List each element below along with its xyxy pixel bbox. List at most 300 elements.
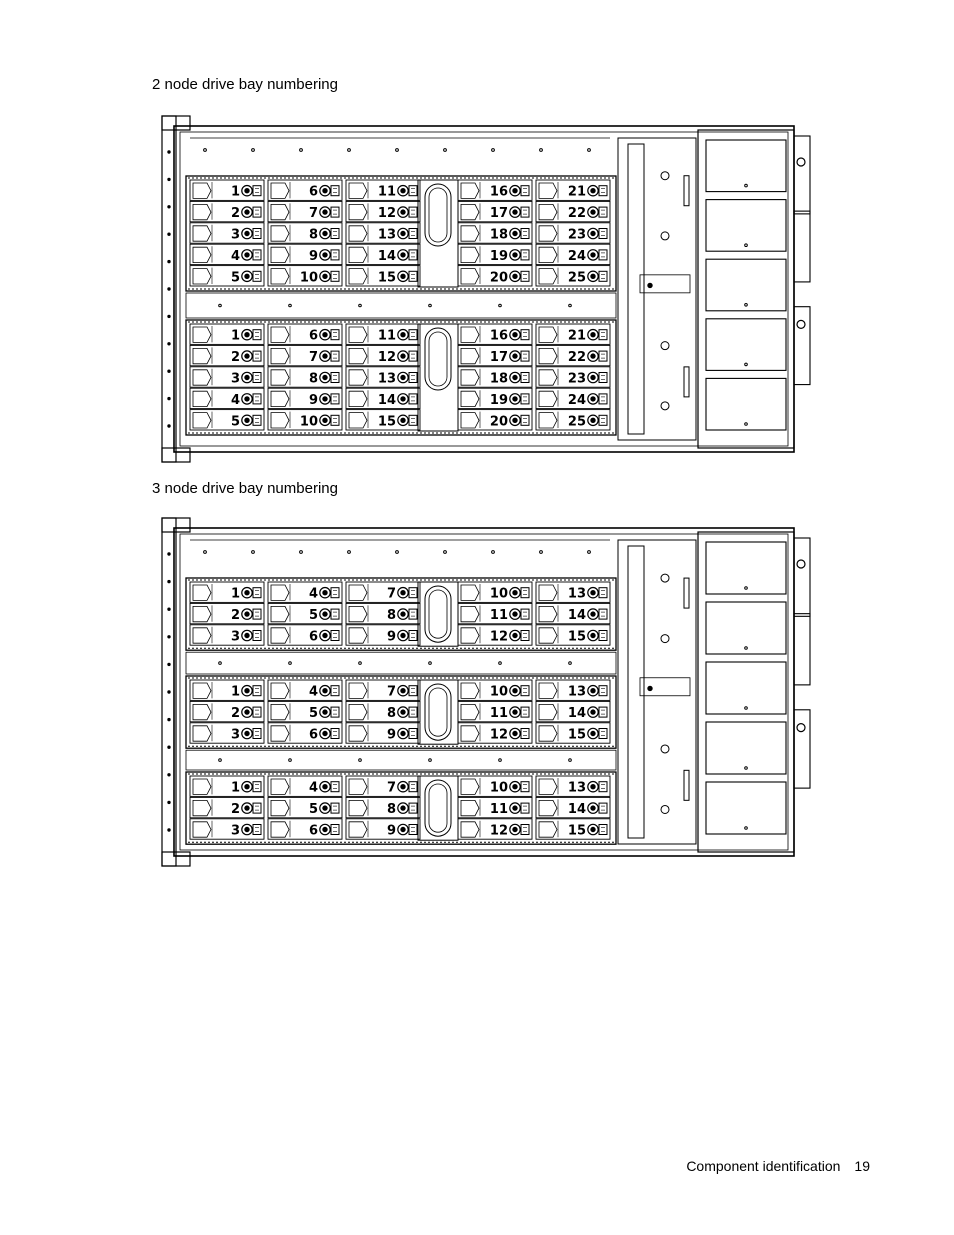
drive-release-button-center	[245, 785, 249, 789]
psu-screw	[745, 587, 748, 590]
drive-release-button-center	[513, 418, 517, 422]
divider-hole	[359, 662, 362, 665]
drive-release-button-center	[323, 375, 327, 379]
drive-bay-number: 8	[386, 802, 396, 818]
drive-release-button-center	[323, 785, 327, 789]
drive-status-led	[253, 588, 261, 598]
drive-bay-number: 10	[489, 684, 508, 700]
drive-latch	[349, 370, 367, 385]
drive-bay-number: 6	[308, 823, 318, 839]
drive-release-button-center	[513, 806, 517, 810]
drive-bay-number: 4	[308, 780, 318, 796]
divider-hole	[429, 662, 432, 665]
drive-status-led	[253, 729, 261, 739]
ear-screw	[168, 233, 170, 235]
drive-bay-number: 11	[489, 706, 508, 722]
drive-release-button-center	[401, 806, 405, 810]
connector-slot	[684, 176, 689, 206]
drive-release-button-center	[245, 274, 249, 278]
drive-release-button-center	[401, 253, 405, 257]
drive-latch	[539, 327, 557, 342]
drive-latch	[349, 704, 367, 719]
page-number: 19	[854, 1158, 870, 1174]
drive-bay-number: 16	[489, 184, 508, 200]
drive-status-led	[253, 207, 261, 217]
drive-latch	[193, 628, 211, 643]
drive-latch	[349, 391, 367, 406]
drive-bay-number: 23	[567, 227, 586, 243]
drive-status-led	[599, 394, 607, 404]
drive-release-button-center	[401, 785, 405, 789]
drive-latch	[461, 204, 479, 219]
psu-screw	[745, 647, 748, 650]
rail-hole	[300, 551, 303, 554]
drive-bay-number: 8	[308, 227, 318, 243]
right-knob	[797, 158, 805, 166]
right-latch	[794, 710, 810, 788]
drive-latch	[349, 683, 367, 698]
divider-hole	[359, 304, 362, 307]
rail-hole	[492, 149, 495, 152]
drive-latch	[461, 822, 479, 837]
drive-bay-number: 3	[230, 371, 240, 387]
drive-bay-number: 7	[308, 350, 318, 366]
drive-release-button-center	[513, 333, 517, 337]
drive-release-button-center	[323, 689, 327, 693]
drive-status-led	[409, 803, 417, 813]
guide-pin	[661, 635, 669, 643]
drive-latch	[461, 413, 479, 428]
drive-release-button-center	[591, 785, 595, 789]
drive-bay-number: 5	[308, 608, 318, 624]
drive-bay-number: 16	[489, 328, 508, 344]
drive-bay-number: 5	[230, 414, 240, 430]
drive-release-button-center	[323, 806, 327, 810]
drive-release-button-center	[513, 210, 517, 214]
drive-bay-number: 6	[308, 328, 318, 344]
guide-pin	[661, 172, 669, 180]
divider-hole	[219, 759, 222, 762]
ear-screw	[168, 553, 170, 555]
drive-status-led	[331, 782, 339, 792]
drive-bay-number: 11	[377, 328, 396, 344]
two-node-drive-bay-diagram	[160, 112, 820, 466]
drive-status-led	[331, 186, 339, 196]
drive-latch	[193, 183, 211, 198]
midplane-bar	[628, 144, 644, 434]
drive-bay-number: 18	[489, 371, 508, 387]
drive-bay-number: 3	[230, 227, 240, 243]
drive-bay-number: 10	[299, 414, 318, 430]
drive-release-button-center	[245, 231, 249, 235]
drive-bay-number: 7	[386, 586, 396, 602]
drive-release-button-center	[513, 612, 517, 616]
three-node-drive-bay-diagram	[160, 514, 820, 870]
drive-release-button-center	[591, 731, 595, 735]
drive-bay-number: 11	[377, 184, 396, 200]
cable-guide-inner	[429, 784, 447, 832]
drive-latch	[349, 585, 367, 600]
drive-release-button-center	[323, 827, 327, 831]
drive-latch	[271, 327, 289, 342]
node-divider-plate	[186, 293, 616, 318]
drive-status-led	[331, 415, 339, 425]
drive-status-led	[599, 250, 607, 260]
ear-screw	[168, 397, 170, 399]
drive-release-button-center	[591, 827, 595, 831]
drive-bay-number: 9	[386, 823, 396, 839]
drive-latch	[193, 226, 211, 241]
drive-bay-number: 2	[230, 206, 240, 222]
drive-latch	[193, 247, 211, 262]
guide-pin	[661, 342, 669, 350]
drive-status-led	[253, 415, 261, 425]
drive-release-button-center	[245, 418, 249, 422]
psu-screw	[745, 363, 748, 366]
drive-latch	[461, 585, 479, 600]
ear-screw	[168, 425, 170, 427]
drive-bay-number: 23	[567, 371, 586, 387]
drive-bay-number: 4	[230, 392, 240, 408]
drive-bay-number: 25	[567, 414, 586, 430]
drive-latch	[271, 204, 289, 219]
rail-hole	[492, 551, 495, 554]
drive-latch	[461, 606, 479, 621]
drive-status-led	[253, 229, 261, 239]
drive-bay-number: 3	[230, 823, 240, 839]
drive-status-led	[521, 609, 529, 619]
drive-release-button-center	[513, 710, 517, 714]
rail-hole	[588, 551, 591, 554]
guide-pin	[661, 745, 669, 753]
psu-screw	[745, 827, 748, 830]
drive-latch	[271, 226, 289, 241]
drive-latch	[539, 800, 557, 815]
drive-release-button-center	[513, 231, 517, 235]
cable-channel	[418, 680, 458, 744]
drive-latch	[271, 822, 289, 837]
drive-latch	[539, 204, 557, 219]
drive-status-led	[599, 373, 607, 383]
drive-latch	[461, 269, 479, 284]
drive-latch	[349, 800, 367, 815]
ear-screw	[168, 636, 170, 638]
drive-latch	[193, 800, 211, 815]
rail-hole	[252, 149, 255, 152]
divider-hole	[499, 662, 502, 665]
drive-latch	[539, 269, 557, 284]
drive-status-led	[409, 631, 417, 641]
drive-latch	[539, 247, 557, 262]
drive-release-button-center	[591, 689, 595, 693]
psu-screw	[745, 767, 748, 770]
right-latch	[794, 538, 810, 616]
drive-latch	[461, 800, 479, 815]
drive-latch	[461, 327, 479, 342]
drive-status-led	[253, 631, 261, 641]
drive-latch	[193, 606, 211, 621]
drive-bay-number: 15	[567, 727, 586, 743]
drive-latch	[539, 726, 557, 741]
drive-release-button-center	[401, 418, 405, 422]
drive-status-led	[253, 271, 261, 281]
divider-hole	[429, 304, 432, 307]
drive-bay-number: 14	[567, 706, 586, 722]
drive-release-button-center	[401, 731, 405, 735]
drive-bay-number: 15	[377, 414, 396, 430]
drive-release-button-center	[401, 612, 405, 616]
drive-status-led	[521, 351, 529, 361]
drive-bay-number: 4	[308, 586, 318, 602]
drive-release-button-center	[401, 333, 405, 337]
cable-guide-inner	[429, 332, 447, 386]
drive-release-button-center	[245, 710, 249, 714]
drive-latch	[461, 183, 479, 198]
drive-release-button-center	[323, 253, 327, 257]
drive-release-button-center	[323, 354, 327, 358]
drive-bay-number: 13	[567, 684, 586, 700]
drive-latch	[461, 704, 479, 719]
divider-hole	[569, 759, 572, 762]
drive-release-button-center	[245, 397, 249, 401]
drive-latch	[193, 327, 211, 342]
psu-screw	[745, 184, 748, 187]
drive-latch	[271, 413, 289, 428]
psu-screw	[745, 304, 748, 307]
drive-bay-number: 25	[567, 270, 586, 286]
drive-latch	[539, 606, 557, 621]
drive-bay-number: 21	[567, 328, 586, 344]
drive-bay-number: 4	[230, 248, 240, 264]
drive-status-led	[599, 229, 607, 239]
page-footer	[686, 1158, 870, 1174]
drive-latch	[271, 585, 289, 600]
drive-latch	[193, 348, 211, 363]
rail-hole	[396, 149, 399, 152]
drive-status-led	[331, 351, 339, 361]
drive-bay-number: 5	[308, 802, 318, 818]
drive-status-led	[331, 609, 339, 619]
drive-status-led	[331, 250, 339, 260]
drive-status-led	[409, 782, 417, 792]
drive-bay-number: 21	[567, 184, 586, 200]
drive-bay-number: 17	[489, 206, 508, 222]
drive-bay-number: 20	[489, 414, 508, 430]
rail-hole	[588, 149, 591, 152]
drive-status-led	[599, 631, 607, 641]
drive-bay-number: 1	[230, 184, 240, 200]
drive-latch	[349, 204, 367, 219]
drive-bay-number: 9	[386, 629, 396, 645]
drive-bay-number: 12	[489, 629, 508, 645]
drive-status-led	[521, 686, 529, 696]
drive-status-led	[409, 609, 417, 619]
drive-status-led	[409, 394, 417, 404]
cable-channel	[418, 180, 458, 287]
three-node-caption: 3 node drive bay numbering	[152, 480, 338, 497]
drive-latch	[349, 606, 367, 621]
drive-latch	[539, 704, 557, 719]
drive-bay-number: 18	[489, 227, 508, 243]
drive-status-led	[521, 229, 529, 239]
drive-latch	[349, 183, 367, 198]
drive-release-button-center	[513, 189, 517, 193]
right-latch	[794, 614, 810, 685]
drive-status-led	[409, 207, 417, 217]
drive-status-led	[253, 707, 261, 717]
footer-section-title: Component identification	[686, 1158, 841, 1174]
drive-release-button-center	[591, 418, 595, 422]
drive-status-led	[253, 686, 261, 696]
rail-hole	[396, 551, 399, 554]
divider-hole	[219, 304, 222, 307]
drive-release-button-center	[323, 274, 327, 278]
drive-status-led	[331, 330, 339, 340]
psu-section	[698, 130, 794, 448]
drive-bay-number: 2	[230, 608, 240, 624]
connector-slot	[684, 578, 689, 608]
drive-status-led	[253, 351, 261, 361]
ear-screw	[168, 260, 170, 262]
drive-release-button-center	[513, 633, 517, 637]
drive-bay-number: 12	[377, 206, 396, 222]
drive-release-button-center	[323, 231, 327, 235]
drive-status-led	[521, 394, 529, 404]
drive-latch	[461, 348, 479, 363]
node-divider-plate	[186, 652, 616, 674]
drive-latch	[461, 247, 479, 262]
drive-release-button-center	[513, 375, 517, 379]
drive-latch	[349, 413, 367, 428]
drive-bay-number: 15	[567, 629, 586, 645]
drive-release-button-center	[591, 591, 595, 595]
ear-screw	[168, 663, 170, 665]
drive-release-button-center	[591, 189, 595, 193]
drive-latch	[193, 269, 211, 284]
drive-status-led	[599, 825, 607, 835]
drive-latch	[193, 704, 211, 719]
drive-bay-number: 13	[567, 780, 586, 796]
drive-bay-number: 1	[230, 328, 240, 344]
ear-screw	[168, 691, 170, 693]
drive-status-led	[331, 686, 339, 696]
ear-screw	[168, 343, 170, 345]
drive-bay-number: 3	[230, 629, 240, 645]
rail-hole	[540, 149, 543, 152]
ear-screw	[168, 829, 170, 831]
drive-status-led	[331, 373, 339, 383]
drive-latch	[271, 800, 289, 815]
drive-status-led	[331, 588, 339, 598]
rail-hole	[444, 149, 447, 152]
rail-hole	[204, 149, 207, 152]
cable-channel	[418, 582, 458, 646]
drive-bay-number: 1	[230, 586, 240, 602]
drive-release-button-center	[513, 354, 517, 358]
bracket	[640, 275, 690, 293]
drive-latch	[461, 226, 479, 241]
drive-status-led	[253, 825, 261, 835]
drive-bay-number: 1	[230, 780, 240, 796]
drive-release-button-center	[401, 689, 405, 693]
drive-bay-number: 14	[377, 248, 396, 264]
drive-release-button-center	[323, 418, 327, 422]
drive-release-button-center	[591, 397, 595, 401]
drive-release-button-center	[245, 189, 249, 193]
drive-release-button-center	[401, 633, 405, 637]
right-latch	[794, 211, 810, 282]
drive-latch	[539, 779, 557, 794]
drive-status-led	[521, 186, 529, 196]
drive-bay-number: 10	[299, 270, 318, 286]
drive-release-button-center	[401, 397, 405, 401]
drive-status-led	[409, 729, 417, 739]
connector-slot	[684, 367, 689, 397]
drive-latch	[271, 606, 289, 621]
drive-release-button-center	[323, 591, 327, 595]
drive-bay-number: 6	[308, 727, 318, 743]
drive-status-led	[599, 330, 607, 340]
drive-release-button-center	[323, 210, 327, 214]
drive-status-led	[331, 729, 339, 739]
drive-release-button-center	[245, 375, 249, 379]
drive-release-button-center	[323, 333, 327, 337]
drive-latch	[539, 370, 557, 385]
rail-hole	[348, 551, 351, 554]
psu-screw	[745, 244, 748, 247]
ear-screw	[168, 746, 170, 748]
divider-hole	[289, 304, 292, 307]
drive-status-led	[599, 609, 607, 619]
divider-hole	[359, 759, 362, 762]
drive-status-led	[521, 782, 529, 792]
drive-status-led	[521, 825, 529, 835]
drive-status-led	[409, 229, 417, 239]
drive-status-led	[599, 207, 607, 217]
divider-hole	[289, 662, 292, 665]
drive-bay-number: 9	[308, 392, 318, 408]
drive-latch	[349, 726, 367, 741]
psu-section	[698, 532, 794, 852]
drive-status-led	[599, 729, 607, 739]
drive-bay-number: 9	[386, 727, 396, 743]
drive-status-led	[521, 330, 529, 340]
drive-latch	[461, 370, 479, 385]
drive-latch	[271, 779, 289, 794]
bracket-screw	[648, 686, 652, 690]
drive-latch	[461, 628, 479, 643]
guide-pin	[661, 402, 669, 410]
drive-bay-number: 3	[230, 727, 240, 743]
drive-release-button-center	[513, 397, 517, 401]
drive-release-button-center	[245, 210, 249, 214]
ear-screw	[168, 315, 170, 317]
drive-bay-number: 20	[489, 270, 508, 286]
drive-status-led	[599, 271, 607, 281]
right-latch	[794, 136, 810, 214]
guide-pin	[661, 574, 669, 582]
drive-release-button-center	[245, 689, 249, 693]
drive-bay-number: 7	[308, 206, 318, 222]
divider-hole	[499, 304, 502, 307]
drive-latch	[271, 370, 289, 385]
drive-bay-number: 13	[377, 227, 396, 243]
drive-release-button-center	[401, 827, 405, 831]
drive-release-button-center	[401, 591, 405, 595]
ear-screw	[168, 580, 170, 582]
drive-bay-number: 10	[489, 780, 508, 796]
drive-status-led	[253, 394, 261, 404]
